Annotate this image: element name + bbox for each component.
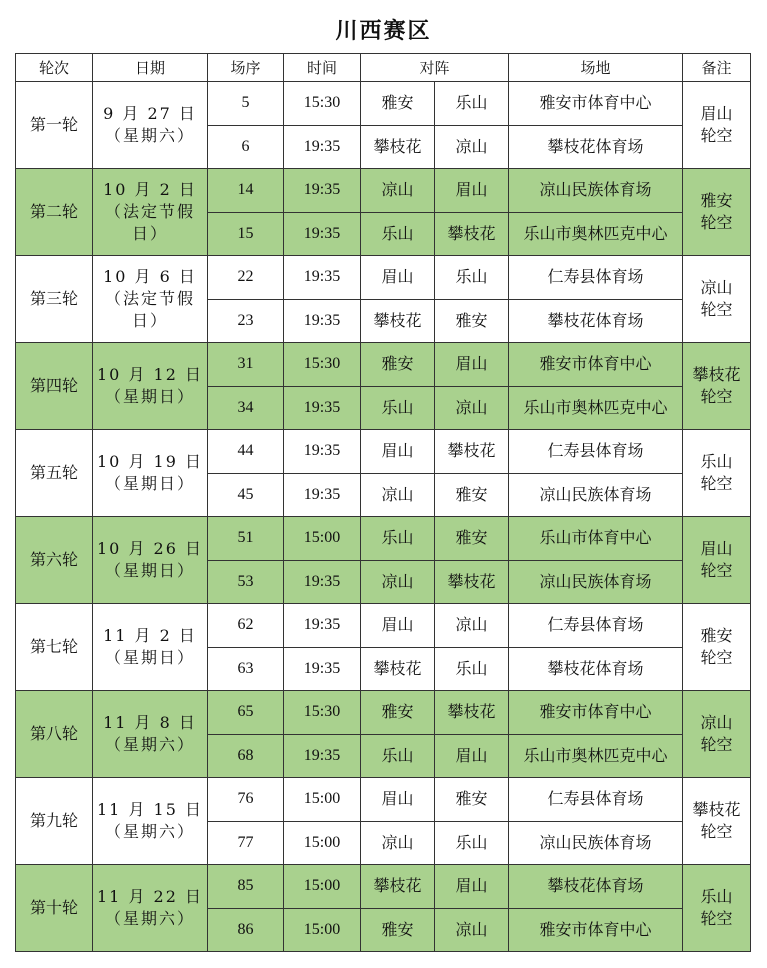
round-cell: 第四轮 (16, 343, 93, 430)
home-team-cell: 攀枝花 (361, 865, 435, 909)
away-team-cell: 乐山 (435, 256, 509, 300)
venue-cell: 凉山民族体育场 (509, 821, 683, 865)
note-cell (683, 865, 751, 952)
round-cell: 第六轮 (16, 517, 93, 604)
page-title: 川西赛区 (335, 18, 432, 44)
match-no-cell: 68 (208, 734, 284, 778)
venue-cell: 乐山市奥林匹克中心 (509, 386, 683, 430)
home-team-cell: 攀枝花 (361, 299, 435, 343)
bye-label-text: 轮空 (700, 474, 733, 493)
time-cell: 19:35 (284, 169, 361, 213)
time-cell: 19:35 (284, 299, 361, 343)
bye-label-text: 轮空 (700, 735, 733, 754)
venue-cell: 乐山市奥林匹克中心 (509, 734, 683, 778)
weekday-text: （星期日） (104, 561, 195, 580)
venue-cell: 雅安市体育中心 (509, 82, 683, 126)
header-match-no: 场序 (208, 54, 284, 82)
away-team-cell: 雅安 (435, 473, 509, 517)
away-team-cell: 攀枝花 (435, 212, 509, 256)
away-team-cell: 攀枝花 (435, 560, 509, 604)
bye-team-text: 眉山 (700, 539, 733, 558)
weekday-text: （星期日） (104, 648, 195, 667)
match-no-cell: 63 (208, 647, 284, 691)
home-team-cell: 雅安 (361, 908, 435, 952)
match-no-cell: 65 (208, 691, 284, 735)
match-row (16, 430, 751, 474)
match-no-cell: 5 (208, 82, 284, 126)
away-team-cell: 乐山 (435, 647, 509, 691)
home-team-cell: 眉山 (361, 430, 435, 474)
venue-cell: 仁寿县体育场 (509, 430, 683, 474)
header-venue: 场地 (509, 54, 683, 82)
away-team-cell: 凉山 (435, 125, 509, 169)
home-team-cell: 眉山 (361, 604, 435, 648)
date-cell (93, 430, 208, 517)
bye-label-text: 轮空 (700, 909, 733, 928)
header-matchup: 对阵 (361, 54, 509, 82)
weekday-text: （星期六） (104, 909, 195, 928)
time-cell: 19:35 (284, 212, 361, 256)
away-team-cell: 攀枝花 (435, 691, 509, 735)
date-cell (93, 343, 208, 430)
match-no-cell: 44 (208, 430, 284, 474)
note-cell (683, 691, 751, 778)
home-team-cell: 凉山 (361, 821, 435, 865)
match-no-cell: 6 (208, 125, 284, 169)
bye-label-text: 轮空 (700, 822, 733, 841)
header-note: 备注 (683, 54, 751, 82)
bye-team-text: 眉山 (700, 104, 733, 123)
match-row (16, 256, 751, 300)
time-cell: 15:00 (284, 778, 361, 822)
match-no-cell: 86 (208, 908, 284, 952)
bye-team-text: 乐山 (700, 452, 733, 471)
home-team-cell: 凉山 (361, 473, 435, 517)
date-text: 10 月 26 日 (97, 539, 203, 558)
match-no-cell: 34 (208, 386, 284, 430)
date-text: 11 月 2 日 (103, 626, 197, 645)
weekday-text: （法定节假日） (104, 202, 195, 243)
match-row (16, 517, 751, 561)
time-cell: 19:35 (284, 256, 361, 300)
bye-label-text: 轮空 (700, 126, 733, 145)
away-team-cell: 凉山 (435, 908, 509, 952)
away-team-cell: 雅安 (435, 299, 509, 343)
home-team-cell: 乐山 (361, 212, 435, 256)
bye-label-text: 轮空 (700, 213, 733, 232)
date-cell (93, 169, 208, 256)
home-team-cell: 乐山 (361, 386, 435, 430)
time-cell: 19:35 (284, 125, 361, 169)
venue-cell: 仁寿县体育场 (509, 256, 683, 300)
match-no-cell: 62 (208, 604, 284, 648)
match-row (16, 169, 751, 213)
away-team-cell: 眉山 (435, 734, 509, 778)
bye-team-text: 凉山 (700, 278, 733, 297)
bye-team-text: 雅安 (700, 191, 733, 210)
note-cell (683, 778, 751, 865)
away-team-cell: 雅安 (435, 517, 509, 561)
match-no-cell: 31 (208, 343, 284, 387)
match-row (16, 691, 751, 735)
match-no-cell: 14 (208, 169, 284, 213)
home-team-cell: 凉山 (361, 169, 435, 213)
date-cell (93, 604, 208, 691)
venue-cell: 乐山市体育中心 (509, 517, 683, 561)
home-team-cell: 眉山 (361, 778, 435, 822)
time-cell: 19:35 (284, 560, 361, 604)
away-team-cell: 眉山 (435, 865, 509, 909)
date-text: 10 月 6 日 (103, 267, 197, 286)
date-cell (93, 778, 208, 865)
match-no-cell: 22 (208, 256, 284, 300)
note-cell (683, 430, 751, 517)
venue-cell: 仁寿县体育场 (509, 778, 683, 822)
weekday-text: （星期日） (104, 474, 195, 493)
venue-cell: 雅安市体育中心 (509, 908, 683, 952)
round-cell: 第二轮 (16, 169, 93, 256)
home-team-cell: 乐山 (361, 517, 435, 561)
date-cell (93, 691, 208, 778)
time-cell: 15:30 (284, 691, 361, 735)
away-team-cell: 凉山 (435, 604, 509, 648)
bye-team-text: 攀枝花 (692, 365, 741, 384)
bye-team-text: 凉山 (700, 713, 733, 732)
note-cell (683, 604, 751, 691)
away-team-cell: 眉山 (435, 343, 509, 387)
date-cell (93, 82, 208, 169)
time-cell: 19:35 (284, 604, 361, 648)
home-team-cell: 雅安 (361, 343, 435, 387)
round-cell: 第三轮 (16, 256, 93, 343)
venue-cell: 雅安市体育中心 (509, 691, 683, 735)
bye-team-text: 雅安 (700, 626, 733, 645)
venue-cell: 凉山民族体育场 (509, 473, 683, 517)
away-team-cell: 眉山 (435, 169, 509, 213)
note-cell (683, 517, 751, 604)
match-row (16, 82, 751, 126)
match-no-cell: 77 (208, 821, 284, 865)
round-cell: 第一轮 (16, 82, 93, 169)
match-no-cell: 85 (208, 865, 284, 909)
round-cell: 第十轮 (16, 865, 93, 952)
venue-cell: 攀枝花体育场 (509, 299, 683, 343)
date-text: 11 月 15 日 (97, 800, 203, 819)
date-text: 9 月 27 日 (103, 104, 197, 123)
bye-label-text: 轮空 (700, 300, 733, 319)
date-text: 10 月 12 日 (97, 365, 203, 384)
weekday-text: （法定节假日） (104, 289, 195, 330)
match-no-cell: 51 (208, 517, 284, 561)
home-team-cell: 雅安 (361, 691, 435, 735)
away-team-cell: 凉山 (435, 386, 509, 430)
weekday-text: （星期六） (104, 735, 195, 754)
time-cell: 19:35 (284, 473, 361, 517)
time-cell: 19:35 (284, 386, 361, 430)
round-cell: 第七轮 (16, 604, 93, 691)
date-cell (93, 517, 208, 604)
round-cell: 第五轮 (16, 430, 93, 517)
away-team-cell: 乐山 (435, 821, 509, 865)
match-row (16, 865, 751, 909)
note-cell (683, 343, 751, 430)
time-cell: 19:35 (284, 430, 361, 474)
match-no-cell: 45 (208, 473, 284, 517)
header-date: 日期 (93, 54, 208, 82)
round-cell: 第九轮 (16, 778, 93, 865)
home-team-cell: 攀枝花 (361, 125, 435, 169)
schedule-table (15, 53, 751, 952)
bye-team-text: 乐山 (700, 887, 733, 906)
time-cell: 15:30 (284, 343, 361, 387)
date-text: 10 月 19 日 (97, 452, 203, 471)
note-cell (683, 82, 751, 169)
time-cell: 15:00 (284, 517, 361, 561)
round-cell: 第八轮 (16, 691, 93, 778)
home-team-cell: 凉山 (361, 560, 435, 604)
away-team-cell: 攀枝花 (435, 430, 509, 474)
home-team-cell: 眉山 (361, 256, 435, 300)
match-row (16, 778, 751, 822)
weekday-text: （星期六） (104, 822, 195, 841)
match-row (16, 343, 751, 387)
note-cell (683, 169, 751, 256)
date-text: 10 月 2 日 (103, 180, 197, 199)
match-no-cell: 53 (208, 560, 284, 604)
home-team-cell: 乐山 (361, 734, 435, 778)
time-cell: 15:00 (284, 908, 361, 952)
away-team-cell: 雅安 (435, 778, 509, 822)
time-cell: 15:30 (284, 82, 361, 126)
venue-cell: 乐山市奥林匹克中心 (509, 212, 683, 256)
header-round: 轮次 (16, 54, 93, 82)
venue-cell: 攀枝花体育场 (509, 865, 683, 909)
venue-cell: 凉山民族体育场 (509, 560, 683, 604)
match-no-cell: 23 (208, 299, 284, 343)
match-row (16, 604, 751, 648)
away-team-cell: 乐山 (435, 82, 509, 126)
header-row (16, 54, 751, 82)
weekday-text: （星期日） (104, 387, 195, 406)
bye-label-text: 轮空 (700, 561, 733, 580)
date-cell (93, 865, 208, 952)
bye-label-text: 轮空 (700, 648, 733, 667)
date-cell (93, 256, 208, 343)
match-no-cell: 15 (208, 212, 284, 256)
venue-cell: 攀枝花体育场 (509, 647, 683, 691)
time-cell: 15:00 (284, 821, 361, 865)
header-time: 时间 (284, 54, 361, 82)
date-text: 11 月 8 日 (103, 713, 197, 732)
time-cell: 19:35 (284, 647, 361, 691)
venue-cell: 雅安市体育中心 (509, 343, 683, 387)
match-no-cell: 76 (208, 778, 284, 822)
bye-label-text: 轮空 (700, 387, 733, 406)
home-team-cell: 攀枝花 (361, 647, 435, 691)
time-cell: 15:00 (284, 865, 361, 909)
note-cell (683, 256, 751, 343)
venue-cell: 凉山民族体育场 (509, 169, 683, 213)
venue-cell: 攀枝花体育场 (509, 125, 683, 169)
date-text: 11 月 22 日 (97, 887, 203, 906)
bye-team-text: 攀枝花 (692, 800, 741, 819)
venue-cell: 仁寿县体育场 (509, 604, 683, 648)
time-cell: 19:35 (284, 734, 361, 778)
home-team-cell: 雅安 (361, 82, 435, 126)
weekday-text: （星期六） (104, 126, 195, 145)
